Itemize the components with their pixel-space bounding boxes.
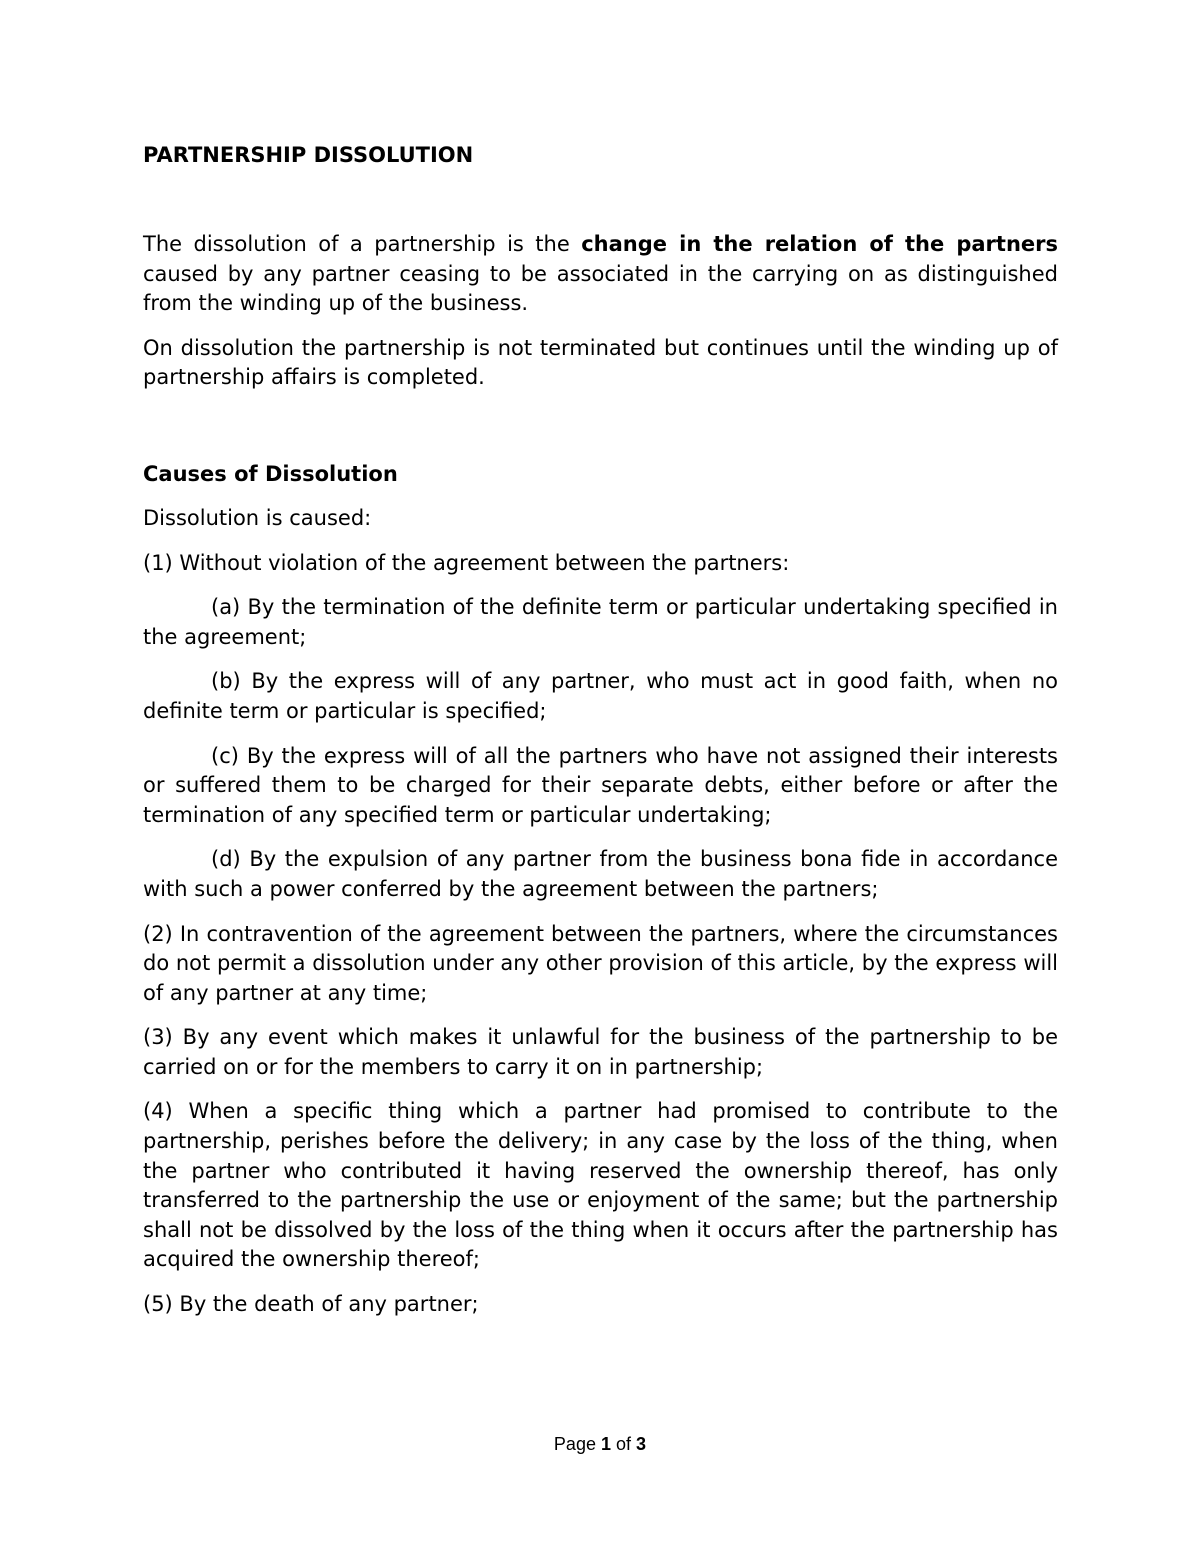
causes-intro: Dissolution is caused: xyxy=(143,505,372,530)
intro-paragraph xyxy=(143,230,1058,319)
cause-item-3: (3) By any event which makes it unlawful for the business of the partnership to be carried on or for the members to carry it on in partnership; xyxy=(143,1025,1058,1079)
page-footer xyxy=(0,1432,1200,1456)
intro-emphasis: change in the relation of the partners xyxy=(581,232,1058,256)
footer-page-number: 1 xyxy=(600,1434,611,1454)
cause-item-1: (1) Without violation of the agreement between the partners: xyxy=(143,550,790,575)
paragraph-termination: On dissolution the partnership is not terminated but continues until the winding up of partnership affairs is completed. xyxy=(143,335,1058,390)
cause-item-2: (2) In contravention of the agreement between the partners, where the circumstances do not permit a dissolution under any other provision of this article, by the express will of any partner at any time; xyxy=(143,921,1058,1005)
intro-rest: caused by any partner ceasing to be associated in the carrying on as distinguished from the winding up of the business. xyxy=(143,261,1058,316)
document-page xyxy=(143,140,1058,1320)
footer-page-word: Page xyxy=(553,1434,596,1454)
causes-heading: Causes of Dissolution xyxy=(143,461,398,486)
cause-item-1d: (d) By the expulsion of any partner from the business bona fide in accordance with such a power conferred by the agreement between the partners; xyxy=(143,847,1058,901)
cause-item-4: (4) When a specific thing which a partner had promised to contribute to the partnership, perishes before the delivery; in any case by the loss of the thing, when the partner who contributed it having reserved the ownership thereof, has only transferred to the partnership the use or enjoyment of the same; but the partnership shall not be dissolved by the loss of the thing when it occurs after the partnership has acquired the ownership thereof; xyxy=(143,1099,1058,1272)
cause-item-1a: (a) By the termination of the definite term or particular undertaking specified in the agreement; xyxy=(143,595,1058,649)
document-title: PARTNERSHIP DISSOLUTION xyxy=(143,143,474,167)
footer-total-pages: 3 xyxy=(636,1434,647,1454)
intro-lead: The dissolution of a partnership is the xyxy=(143,232,582,256)
cause-item-5: (5) By the death of any partner; xyxy=(143,1292,479,1317)
cause-item-1b: (b) By the express will of any partner, who must act in good faith, when no definite term or particular is specified; xyxy=(143,669,1058,723)
footer-of-word: of xyxy=(616,1434,632,1454)
cause-item-1c: (c) By the express will of all the partners who have not assigned their interests or suffered them to be charged for their separate debts, either before or after the termination of any specified term or particular undertaking; xyxy=(143,743,1058,827)
